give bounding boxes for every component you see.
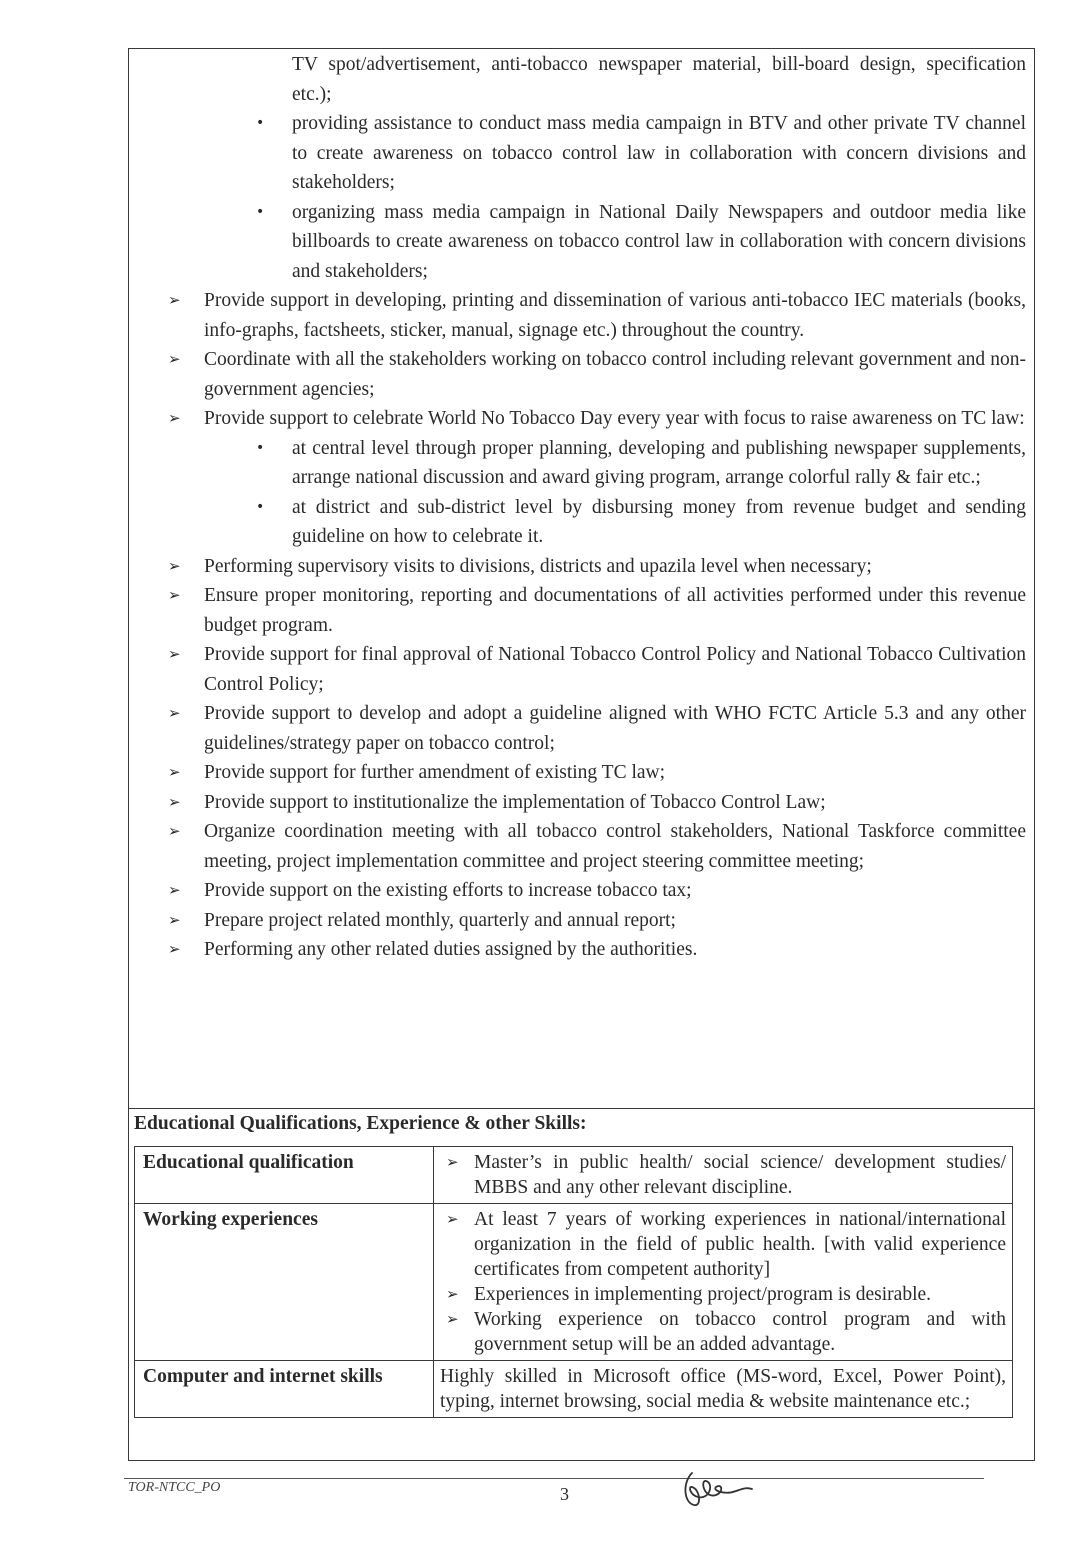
list-item: ➢ Performing any other related duties assigned by the authorities. (160, 935, 1026, 965)
document-code: TOR-NTCC_PO (128, 1480, 221, 1495)
bullet-dot-icon: • (256, 498, 265, 515)
arrow-bullet-icon: ➢ (168, 291, 181, 309)
list-item: TV spot/advertisement, anti-tobacco newspaper material, bill-board design, specification etc.); (292, 54, 1026, 105)
computer-skills-cell (434, 1361, 1013, 1418)
education-label: Educational qualification (135, 1147, 434, 1204)
arrow-bullet-icon: ➢ (168, 822, 181, 840)
list-item: ➢ Master’s in public health/ social science/ development studies/ MBBS and any other relevant discipline. (446, 1152, 1006, 1198)
page-number: 3 (560, 1484, 569, 1504)
bullet-dot-icon: • (256, 115, 265, 131)
list-item: ➢ Prepare project related monthly, quarterly and annual report; (160, 906, 1026, 936)
arrow-bullet-icon: ➢ (446, 1210, 459, 1228)
bullet-dot-icon: • (256, 203, 265, 220)
table-row (135, 1147, 1013, 1204)
table-row (135, 1361, 1013, 1418)
arrow-bullet-icon: ➢ (446, 1310, 459, 1328)
list-item: ➢ Ensure proper monitoring, reporting and documentations of all activities performed under this revenue budget program. (160, 581, 1026, 640)
arrow-bullet-icon: ➢ (168, 910, 181, 929)
list-item: ➢ Organize coordination meeting with all tobacco control stakeholders, National Taskforce committee meeting, project implementation committee and project steering committee meeting; (160, 817, 1026, 876)
table-row (135, 1204, 1013, 1361)
experience-cell (434, 1204, 1013, 1361)
list-item: ➢ Provide support to develop and adopt a guideline aligned with WHO FCTC Article 5.3 and any other guidelines/strategy paper on tobacco control; (160, 699, 1026, 758)
arrow-bullet-icon: ➢ (168, 763, 181, 781)
education-cell (434, 1147, 1013, 1204)
list-item: ➢ Coordinate with all the stakeholders working on tobacco control including relevant government and non-government agencies; (160, 345, 1026, 404)
list-item: • at central level through proper planning, developing and publishing newspaper supplements, arrange national discussion and award giving program, arrange colorful rally & fair etc.; (160, 434, 1026, 493)
arrow-bullet-icon: ➢ (168, 409, 181, 427)
bullet-dot-icon: • (256, 439, 265, 456)
list-item: ➢ Provide support for further amendment of existing TC law; (160, 758, 1026, 788)
qualifications-heading: Educational Qualifications, Experience & other Skills: (128, 1108, 1035, 1142)
arrow-bullet-icon: ➢ (168, 586, 181, 604)
list-item: ➢ Provide support on the existing efforts to increase tobacco tax; (160, 876, 1026, 906)
list-item: • providing assistance to conduct mass media campaign in BTV and other private TV channel to create awareness on tobacco control law in collaboration with concern divisions and stakeholders; (160, 109, 1026, 198)
list-item: ➢ Provide support in developing, printing and dissemination of various anti-tobacco IEC materials (books, info-graphs, factsheets, sticker, manual, signage etc.) throughout the country. (160, 286, 1026, 345)
computer-skills-text: Highly skilled in Microsoft office (MS-word, Excel, Power Point), typing, internet browsing, social media & website maintenance etc.; (440, 1366, 1006, 1412)
list-item: ➢ Provide support to celebrate World No Tobacco Day every year with focus to raise awareness on TC law: (160, 404, 1026, 434)
list-item: ➢ Provide support for final approval of National Tobacco Control Policy and National Tobacco Cultivation Control Policy; (160, 640, 1026, 699)
arrow-bullet-icon: ➢ (446, 1153, 459, 1171)
qualifications-table (134, 1146, 1013, 1418)
arrow-bullet-icon: ➢ (168, 792, 181, 811)
list-item: ➢ Provide support to institutionalize the implementation of Tobacco Control Law; (160, 788, 1026, 818)
arrow-bullet-icon: ➢ (168, 940, 181, 958)
footer-rule (124, 1478, 984, 1479)
arrow-bullet-icon: ➢ (168, 645, 181, 663)
list-item: • at district and sub-district level by disbursing money from revenue budget and sending guideline on how to celebrate it. (160, 493, 1026, 552)
duties-list (160, 50, 1026, 965)
arrow-bullet-icon: ➢ (446, 1285, 459, 1303)
list-item: ➢ At least 7 years of working experiences in national/international organization in the field of public health. [with valid experience certificates from competent authority] (446, 1209, 1006, 1280)
list-item: ➢ Performing supervisory visits to divisions, districts and upazila level when necessary; (160, 552, 1026, 582)
arrow-bullet-icon: ➢ (168, 881, 181, 899)
arrow-bullet-icon: ➢ (168, 350, 181, 368)
experience-label: Working experiences (135, 1204, 434, 1361)
list-item: ➢ Experiences in implementing project/program is desirable. (446, 1284, 932, 1305)
signature-icon (670, 1465, 760, 1515)
computer-skills-label: Computer and internet skills (135, 1361, 434, 1418)
arrow-bullet-icon: ➢ (168, 704, 181, 722)
arrow-bullet-icon: ➢ (168, 556, 181, 575)
list-item: ➢ Working experience on tobacco control program and with government setup will be an added advantage. (446, 1309, 1006, 1355)
list-item: • organizing mass media campaign in National Daily Newspapers and outdoor media like billboards to create awareness on tobacco control law in collaboration with concern divisions and stakeholders; (160, 198, 1026, 287)
